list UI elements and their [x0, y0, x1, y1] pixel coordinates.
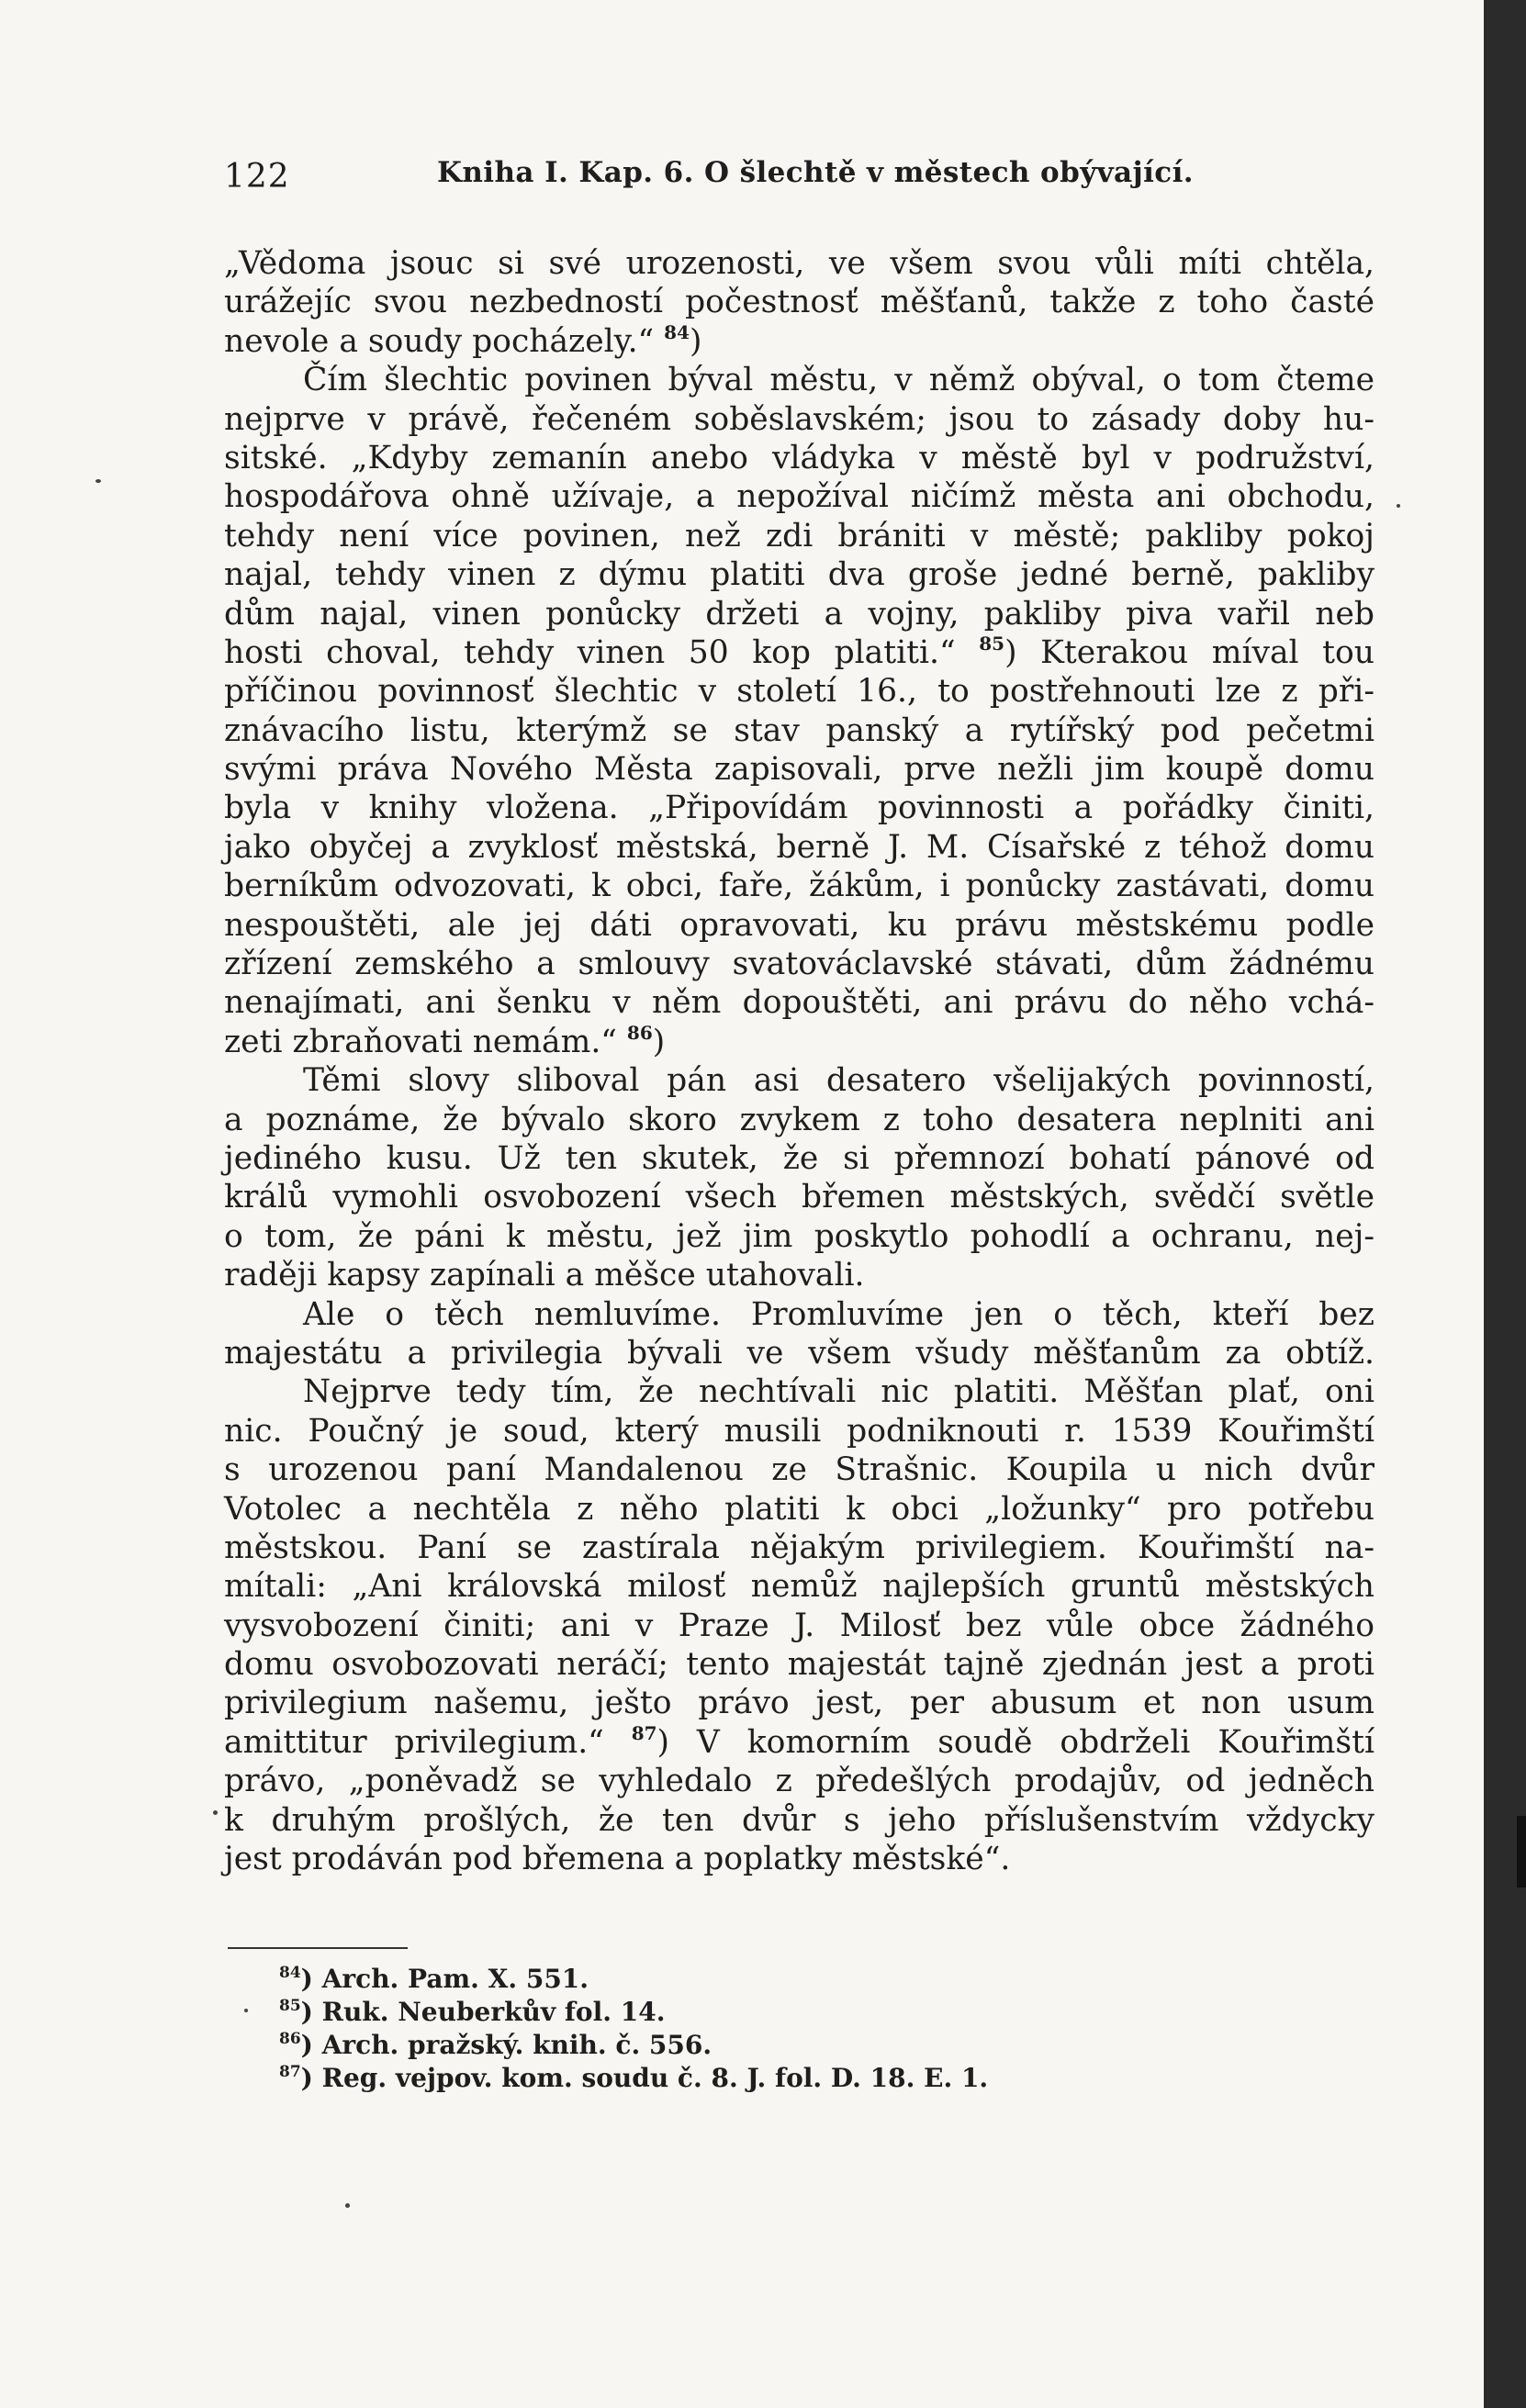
- text-line: hospodářova ohně užívaje, a nepožíval ničímž města ani obchodu,: [224, 478, 1375, 516]
- text-line: amittitur privilegium.“ $^{87}$) V komorním soudě obdrželi Kouřimští: [224, 1721, 1375, 1761]
- text-line: Těmi slovy sliboval pán asi desatero všelijakých povinností,: [303, 1062, 1375, 1100]
- body-text: [224, 244, 1375, 1878]
- text-line: urážejíc svou nezbedností počestnosť měšťanů, takže z toho časté: [224, 284, 1375, 321]
- footnote-text: Arch. pražský. knih. č. 556.: [321, 2030, 713, 2060]
- text-line: jako obyčej a zvyklosť městská, berně J. M. Císařské z téhož domu: [224, 828, 1375, 866]
- text-line: jest prodáván pod břemena a poplatky městské“.: [224, 1841, 1011, 1878]
- text-line: příčinou povinnosť šlechtic v století 16., to postřehnouti lze z při-: [224, 673, 1375, 711]
- text-line: nic. Poučný je soud, který musili podniknouti r. 1539 Kouřimští: [224, 1412, 1375, 1450]
- text-line: privilegium našemu, ješto právo jest, per abusum et non usum: [224, 1685, 1375, 1722]
- text-line: o tom, že páni k městu, jež jim poskytlo pohodlí a ochranu, nej-: [224, 1217, 1375, 1255]
- footnote: $^{85}$) Ruk. Neuberkův fol. 14.: [279, 1997, 666, 2027]
- text-line: majestátu a privilegia bývali ve všem všudy měšťanům za obtíž.: [224, 1334, 1375, 1372]
- text-line: zřízení zemského a smlouvy svatováclavské stávati, dům žádnému: [224, 946, 1375, 983]
- page-header: [224, 151, 1390, 206]
- text-line: mítali: „Ani královská milosť nemůž najlepších gruntů městských: [224, 1568, 1375, 1606]
- paper-speck: [345, 2203, 350, 2208]
- text-line: městskou. Paní se zastírala nějakým privilegiem. Kouřimští na-: [224, 1529, 1375, 1566]
- text-line: vysvobození činiti; ani v Praze J. Milosť bez vůle obce žádného: [224, 1607, 1375, 1644]
- text-line: tehdy není více povinen, než zdi brániti v městě; pakliby pokoj: [224, 517, 1375, 554]
- text-line: Nejprve tedy tím, že nechtívali nic platiti. Měšťan plať, oni: [303, 1373, 1375, 1411]
- footnote-number: 85: [279, 1997, 301, 2015]
- paper-speck: [95, 479, 101, 483]
- text-line: sitské. „Kdyby zemanín anebo vládyka v městě byl v podružství,: [224, 439, 1375, 476]
- footnote-number: 84: [279, 1964, 301, 1982]
- scan-edge-mark: [1517, 1816, 1526, 1887]
- text-line: hosti choval, tehdy vinen 50 kop platiti.“ $^{85}$) Kterakou míval tou: [224, 632, 1375, 671]
- text-line: svými práva Nového Města zapisovali, prve nežli jim koupě domu: [224, 751, 1375, 789]
- text-line: zeti zbraňovati nemám.“ $^{86}$): [224, 1021, 666, 1060]
- text-line: Ale o těch nemluvíme. Promluvíme jen o těch, kteří bez: [303, 1295, 1375, 1333]
- text-line: raději kapsy zapínali a měšce utahovali.: [224, 1257, 865, 1294]
- text-line: byla v knihy vložena. „Připovídám povinnosti a pořádky činiti,: [224, 790, 1375, 827]
- text-segment: hosti choval, tehdy vinen 50 kop platiti.“: [224, 633, 956, 671]
- paper-speck: [244, 2009, 248, 2012]
- text-line: Votolec a nechtěla z něho platiti k obci „ložunky“ pro potřebu: [224, 1490, 1375, 1528]
- text-line: nespouštěti, ale jej dáti opravovati, ku právu městskému podle: [224, 906, 1375, 944]
- footnotes: [279, 1963, 1105, 2095]
- footnote-text: Reg. vejpov. kom. soudu č. 8. J. fol. D. 18. E. 1.: [321, 2063, 989, 2093]
- text-line: berníkům odvozovati, k obci, faře, žákům, i ponůcky zastávati, domu: [224, 868, 1375, 905]
- text-line: k druhým prošlých, že ten dvůr s jeho příslušenstvím vždycky: [224, 1801, 1375, 1839]
- text-line: domu osvobozovati neráčí; tento majestát tajně zjednán jest a proti: [224, 1646, 1375, 1684]
- text-line: nevole a soudy pocházely.“ $^{84}$): [224, 320, 702, 360]
- text-segment: zeti zbraňovati nemám.“: [224, 1023, 617, 1060]
- page-number: 122: [224, 158, 290, 196]
- text-line: dům najal, vinen ponůcky držeti a vojny, pakliby piva vařil neb: [224, 595, 1375, 633]
- footnote-ref: 87: [631, 1721, 657, 1744]
- text-segment: nevole a soudy pocházely.“: [224, 322, 655, 360]
- text-line: znávacího listu, kterýmž se stav panský a rytířský pod pečetmi: [224, 711, 1375, 749]
- text-line: „Vědoma jsouc si své urozenosti, ve všem svou vůli míti chtěla,: [224, 245, 1375, 282]
- footnote-rule: [228, 1947, 408, 1949]
- footnote: $^{87}$) Reg. vejpov. kom. soudu č. 8. J. fol. D. 18. E. 1.: [279, 2063, 989, 2093]
- text-line: nejprve v právě, řečeném soběslavském; jsou to zásady doby hu-: [224, 400, 1375, 438]
- scan-edge: [1484, 0, 1526, 2408]
- paper-speck: [213, 1810, 218, 1815]
- footnote-ref: 85: [979, 632, 1005, 655]
- text-line: Čím šlechtic povinen býval městu, v němž obýval, o tom čteme: [303, 362, 1375, 399]
- text-segment: amittitur privilegium.“: [224, 1723, 604, 1761]
- footnote: $^{84}$) Arch. Pam. X. 551.: [279, 1964, 589, 1994]
- footnote-ref: 86: [626, 1021, 653, 1044]
- text-line: najal, tehdy vinen z dýmu platiti dva groše jedné berně, pakliby: [224, 556, 1375, 594]
- footnote: $^{86}$) Arch. pražský. knih. č. 556.: [279, 2030, 713, 2060]
- footnote-number: 86: [279, 2030, 301, 2048]
- text-segment: V komorním soudě obdrželi Kouřimští: [696, 1723, 1375, 1761]
- text-line: právo, „poněvadž se vyhledalo z předešlých prodajův, od jedněch: [224, 1763, 1375, 1800]
- paper-speck: [1397, 504, 1400, 508]
- footnote-text: Arch. Pam. X. 551.: [321, 1964, 589, 1994]
- text-line: s urozenou paní Mandalenou ze Strašnic. Koupila u nich dvůr: [224, 1451, 1375, 1489]
- text-line: nenajímati, ani šenku v něm dopouštěti, ani právu do něho vchá-: [224, 984, 1375, 1022]
- footnote-ref: 84: [664, 320, 690, 343]
- text-line: králů vymohli osvobození všech břemen městských, svědčí světle: [224, 1179, 1375, 1216]
- text-line: a poznáme, že bývalo skoro zvykem z toho desatera neplniti ani: [224, 1101, 1375, 1138]
- text-line: jediného kusu. Už ten skutek, že si přemnozí bohatí pánové od: [224, 1139, 1375, 1177]
- footnote-number: 87: [279, 2063, 301, 2081]
- running-head: Kniha I. Kap. 6. O šlechtě v městech obývající.: [437, 156, 1194, 189]
- text-segment: Kterakou míval tou: [1040, 633, 1375, 671]
- footnote-text: Ruk. Neuberkův fol. 14.: [321, 1997, 666, 2027]
